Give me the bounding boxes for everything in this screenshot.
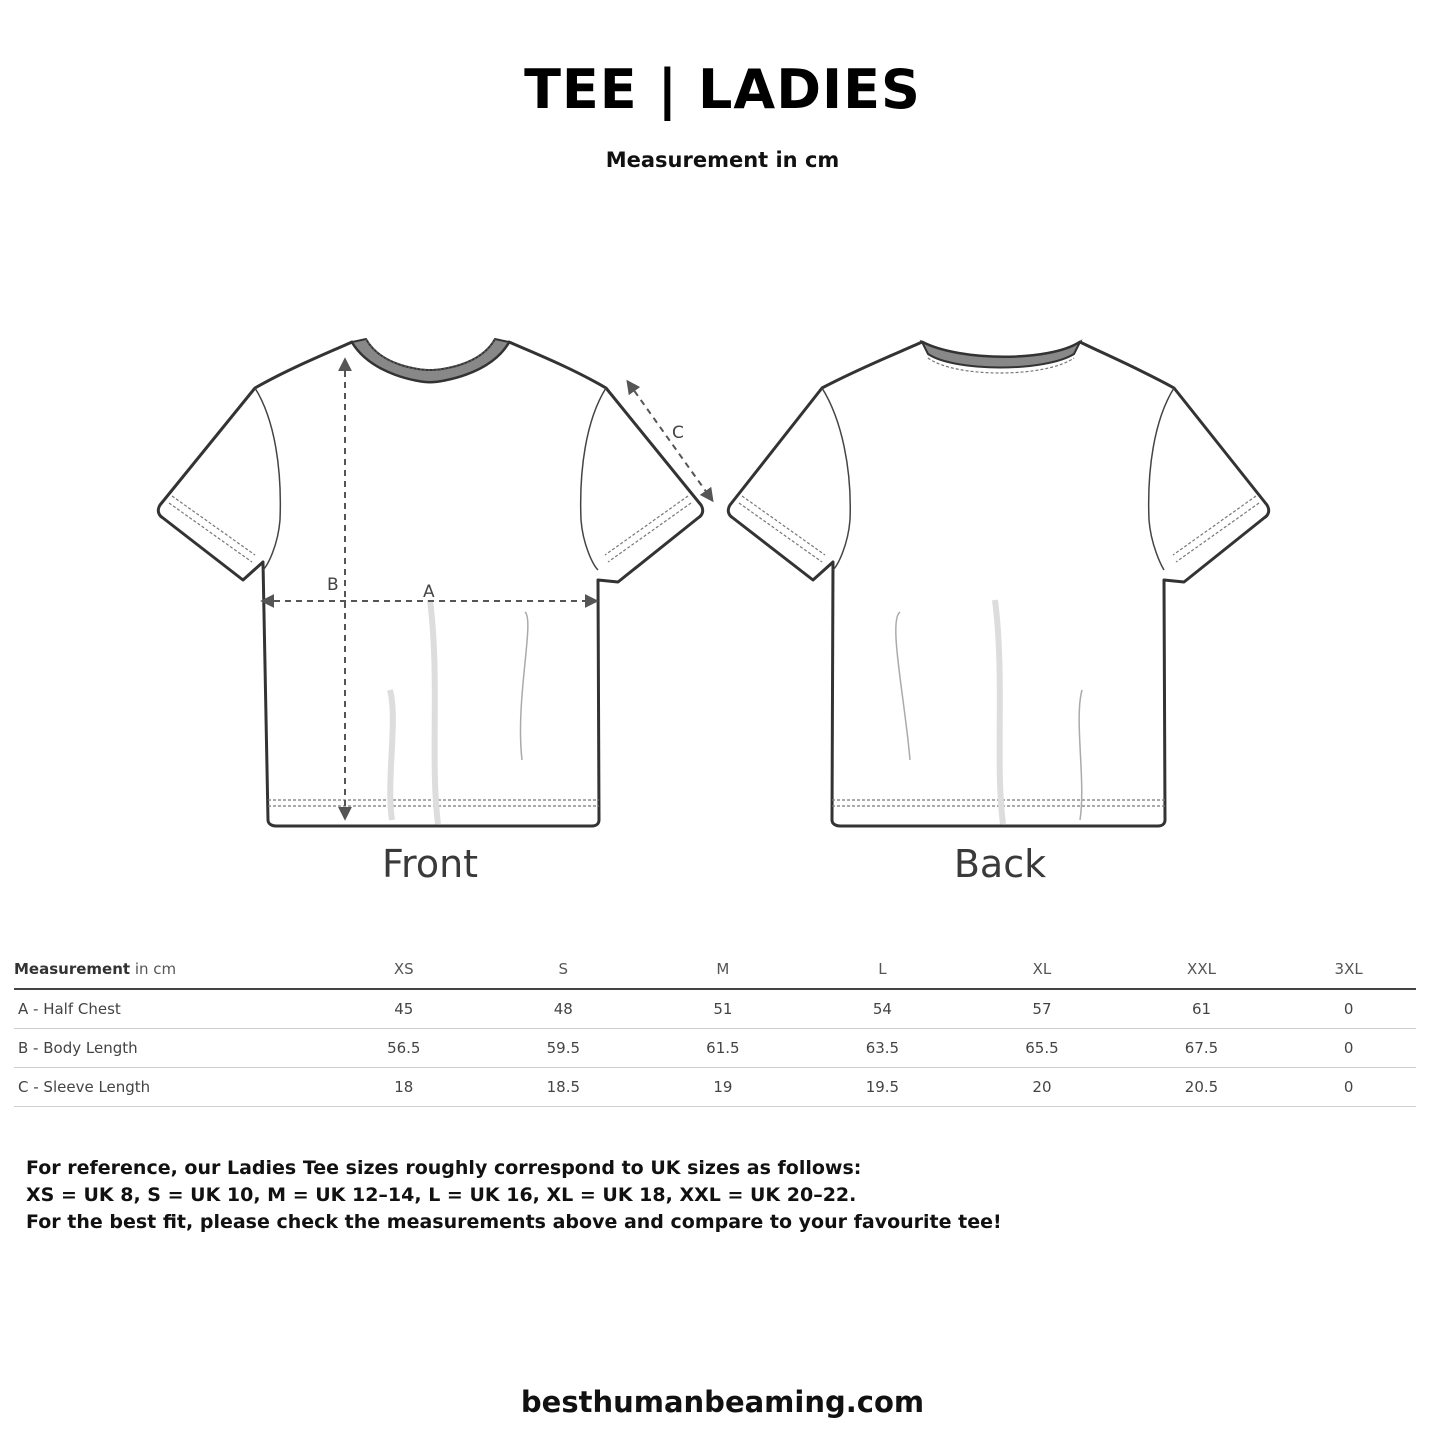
size-header-xxl: XXL	[1122, 950, 1282, 989]
size-table-header	[14, 950, 1416, 989]
table-cell: 19	[643, 1068, 803, 1107]
table-cell: 18	[324, 1068, 484, 1107]
front-label: Front	[381, 842, 479, 886]
size-header-s: S	[484, 950, 644, 989]
table-cell: 59.5	[484, 1029, 644, 1068]
marker-b: B	[327, 575, 339, 595]
table-cell: 20	[962, 1068, 1122, 1107]
note-line-2: XS = UK 8, S = UK 10, M = UK 12–14, L = UK 16, XL = UK 18, XXL = UK 20–22.	[26, 1184, 857, 1206]
size-header-xl: XL	[962, 950, 1122, 989]
size-header-3xl: 3XL	[1281, 950, 1416, 989]
table-cell: 18.5	[484, 1068, 644, 1107]
back-tshirt	[728, 342, 1268, 826]
table-cell: 19.5	[803, 1068, 963, 1107]
table-cell: 57	[962, 989, 1122, 1029]
note-line-3: For the best fit, please check the measurements above and compare to your favourite tee!	[26, 1211, 1002, 1233]
marker-a: A	[423, 582, 435, 602]
table-cell: 0	[1281, 1029, 1416, 1068]
table-cell: 65.5	[962, 1029, 1122, 1068]
size-header-xs: XS	[324, 950, 484, 989]
table-cell: 54	[803, 989, 963, 1029]
table-cell: 63.5	[803, 1029, 963, 1068]
table-cell: 0	[1281, 1068, 1416, 1107]
table-cell: 61	[1122, 989, 1282, 1029]
size-header-m: M	[643, 950, 803, 989]
measurement-header: Measurement in cm	[14, 950, 324, 989]
tshirt-diagram	[140, 320, 1300, 900]
website-url: besthumanbeaming.com	[520, 1385, 925, 1419]
table-cell: 56.5	[324, 1029, 484, 1068]
table-row	[14, 1029, 1416, 1068]
note-line-1: For reference, our Ladies Tee sizes roughly correspond to UK sizes as follows:	[26, 1157, 862, 1179]
size-header-l: L	[803, 950, 963, 989]
front-tshirt	[158, 339, 712, 826]
table-cell: 67.5	[1122, 1029, 1282, 1068]
marker-c: C	[672, 423, 684, 443]
row-label: B - Body Length	[14, 1029, 324, 1068]
size-reference-note	[26, 1155, 1002, 1236]
size-table	[14, 950, 1416, 1107]
table-cell: 48	[484, 989, 644, 1029]
page-title: TEE | LADIES	[524, 58, 921, 121]
row-label: A - Half Chest	[14, 989, 324, 1029]
table-cell: 61.5	[643, 1029, 803, 1068]
table-row	[14, 1068, 1416, 1107]
table-cell: 20.5	[1122, 1068, 1282, 1107]
table-cell: 45	[324, 989, 484, 1029]
table-cell: 51	[643, 989, 803, 1029]
table-cell: 0	[1281, 989, 1416, 1029]
back-label: Back	[953, 842, 1047, 886]
page-subtitle: Measurement in cm	[605, 148, 840, 172]
row-label: C - Sleeve Length	[14, 1068, 324, 1107]
table-row	[14, 989, 1416, 1029]
